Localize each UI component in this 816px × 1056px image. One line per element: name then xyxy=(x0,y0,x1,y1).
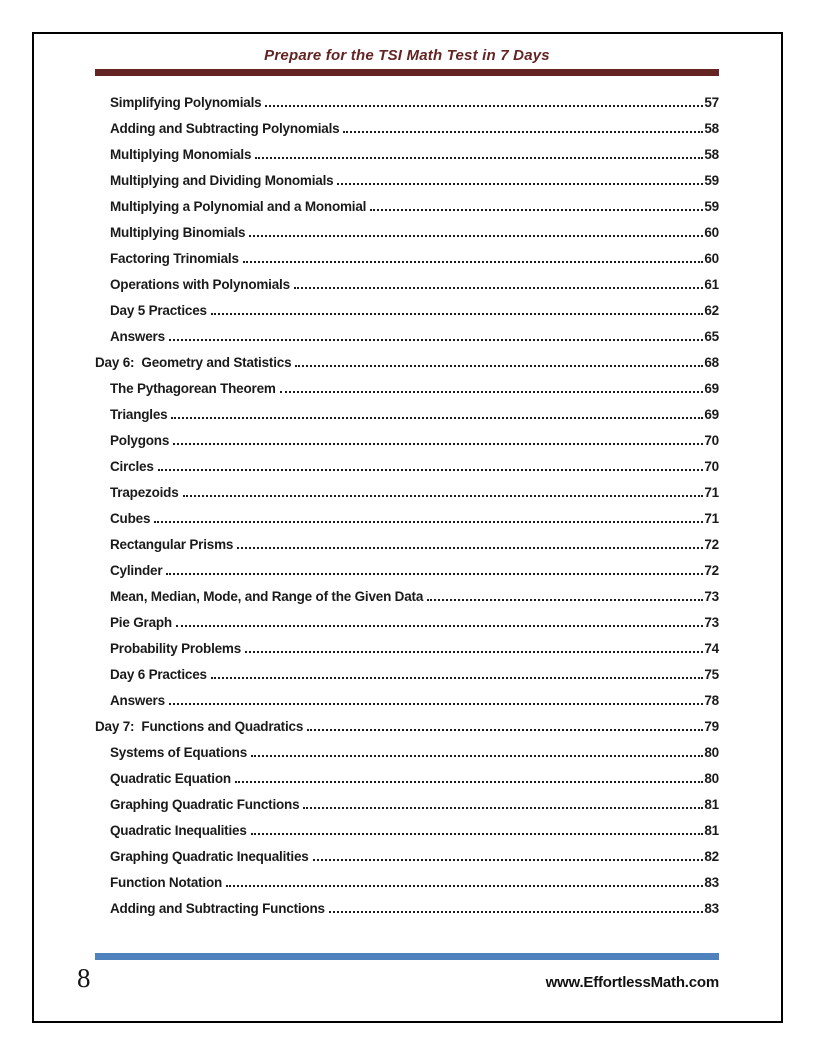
toc-leader-dots xyxy=(295,365,703,367)
toc-row xyxy=(95,329,719,355)
toc-entry-label: Day 6 Practices xyxy=(110,667,207,682)
toc-entry-label: Adding and Subtracting Functions xyxy=(110,901,325,916)
toc-row xyxy=(95,407,719,433)
toc-entry-page: 80 xyxy=(704,771,719,786)
toc-leader-dots xyxy=(245,651,703,653)
toc-entry-page: 65 xyxy=(704,329,719,344)
toc-entry-label: Rectangular Prisms xyxy=(110,537,234,552)
toc-entry-label: Graphing Quadratic Functions xyxy=(110,797,300,812)
toc-leader-dots xyxy=(370,209,703,211)
toc-entry-label: Multiplying a Polynomial and a Monomial xyxy=(110,199,367,214)
toc-row xyxy=(95,797,719,823)
toc-entry-page: 79 xyxy=(704,719,719,734)
toc-entry-label: Answers xyxy=(110,329,165,344)
toc-row xyxy=(95,459,719,485)
toc-entry-page: 81 xyxy=(704,797,719,812)
toc-entry-page: 68 xyxy=(704,355,719,370)
toc-row xyxy=(95,771,719,797)
toc-leader-dots xyxy=(154,521,703,523)
toc-entry-label: Circles xyxy=(110,459,154,474)
toc-entry-label: Answers xyxy=(110,693,165,708)
toc-row xyxy=(95,589,719,615)
toc-entry-label: Factoring Trinomials xyxy=(110,251,239,266)
toc-entry-label: Multiplying Binomials xyxy=(110,225,246,240)
toc-leader-dots xyxy=(169,339,704,341)
toc-leader-dots xyxy=(183,495,704,497)
page-header-title: Prepare for the TSI Math Test in 7 Days xyxy=(264,47,550,64)
toc-entry-label: Cylinder xyxy=(110,563,163,578)
page-number: 8 xyxy=(77,963,91,993)
toc-entry-page: 61 xyxy=(704,277,719,292)
toc-entry-page: 71 xyxy=(704,511,719,526)
toc-row xyxy=(95,563,719,589)
toc-leader-dots xyxy=(173,443,703,445)
toc-row xyxy=(95,355,719,381)
toc-entry-page: 60 xyxy=(704,225,719,240)
toc-entry-page: 71 xyxy=(704,485,719,500)
toc-entry-page: 72 xyxy=(704,537,719,552)
toc-entry-label: Day 5 Practices xyxy=(110,303,207,318)
toc-entry-page: 58 xyxy=(704,147,719,162)
toc-entry-page: 69 xyxy=(704,381,719,396)
toc-entry-label: Multiplying Monomials xyxy=(110,147,252,162)
toc-leader-dots xyxy=(337,183,703,185)
toc-entry-label: Cubes xyxy=(110,511,151,526)
toc-row xyxy=(95,199,719,225)
header-rule xyxy=(95,69,719,76)
toc-row xyxy=(95,615,719,641)
toc-leader-dots xyxy=(265,105,703,107)
toc-leader-dots xyxy=(226,885,703,887)
toc-leader-dots xyxy=(307,729,703,731)
toc-entry-page: 69 xyxy=(704,407,719,422)
toc-row xyxy=(95,641,719,667)
toc-row xyxy=(95,823,719,849)
toc-leader-dots xyxy=(243,261,704,263)
toc-entry-page: 72 xyxy=(704,563,719,578)
toc-leader-dots xyxy=(255,157,703,159)
website-link[interactable]: www.EffortlessMath.com xyxy=(545,974,719,991)
toc-entry-page: 60 xyxy=(704,251,719,266)
toc-leader-dots xyxy=(280,391,704,393)
footer-rule xyxy=(95,953,719,960)
toc-entry-page: 78 xyxy=(704,693,719,708)
toc-entry-page: 57 xyxy=(704,95,719,110)
toc-leader-dots xyxy=(313,859,704,861)
toc-entry-label: Day 7: Functions and Quadratics xyxy=(95,719,304,734)
toc-row xyxy=(95,303,719,329)
toc-entry-label: Mean, Median, Mode, and Range of the Given Data xyxy=(110,589,424,604)
toc-row xyxy=(95,147,719,173)
toc-entry-page: 83 xyxy=(704,875,719,890)
toc-entry-page: 81 xyxy=(704,823,719,838)
toc-row xyxy=(95,719,719,745)
toc-row xyxy=(95,433,719,459)
toc-entry-label: Probability Problems xyxy=(110,641,242,656)
toc-entry-page: 73 xyxy=(704,615,719,630)
toc-row xyxy=(95,901,719,927)
toc-row xyxy=(95,485,719,511)
toc-row xyxy=(95,251,719,277)
toc-row xyxy=(95,693,719,719)
toc-leader-dots xyxy=(237,547,703,549)
toc-entry-page: 70 xyxy=(704,459,719,474)
toc-row xyxy=(95,745,719,771)
toc-leader-dots xyxy=(249,235,703,237)
toc-entry-label: Function Notation xyxy=(110,875,223,890)
toc-entry-page: 82 xyxy=(704,849,719,864)
toc-leader-dots xyxy=(211,677,704,679)
toc-entry-label: Adding and Subtracting Polynomials xyxy=(110,121,340,136)
toc-entry-label: Multiplying and Dividing Monomials xyxy=(110,173,334,188)
toc-row xyxy=(95,225,719,251)
toc-entry-label: Systems of Equations xyxy=(110,745,248,760)
toc-leader-dots xyxy=(166,573,703,575)
toc-leader-dots xyxy=(211,313,704,315)
toc-leader-dots xyxy=(303,807,703,809)
toc-row xyxy=(95,277,719,303)
toc-leader-dots xyxy=(251,755,703,757)
toc-entry-page: 74 xyxy=(704,641,719,656)
toc-entry-label: Quadratic Inequalities xyxy=(110,823,247,838)
toc-leader-dots xyxy=(294,287,703,289)
toc-entry-label: Polygons xyxy=(110,433,170,448)
toc-entry-label: Simplifying Polynomials xyxy=(110,95,262,110)
toc-row xyxy=(95,849,719,875)
toc-leader-dots xyxy=(171,417,703,419)
toc-entry-page: 83 xyxy=(704,901,719,916)
toc-leader-dots xyxy=(329,911,704,913)
toc-leader-dots xyxy=(235,781,703,783)
toc-entry-label: The Pythagorean Theorem xyxy=(110,381,276,396)
toc-entry-label: Operations with Polynomials xyxy=(110,277,290,292)
toc-list xyxy=(95,95,719,927)
toc-entry-page: 58 xyxy=(704,121,719,136)
toc-row xyxy=(95,537,719,563)
toc-leader-dots xyxy=(251,833,704,835)
toc-row xyxy=(95,173,719,199)
toc-entry-page: 73 xyxy=(704,589,719,604)
toc-entry-label: Triangles xyxy=(110,407,168,422)
toc-leader-dots xyxy=(158,469,704,471)
toc-entry-label: Graphing Quadratic Inequalities xyxy=(110,849,309,864)
toc-row xyxy=(95,95,719,121)
toc-row xyxy=(95,875,719,901)
toc-entry-label: Quadratic Equation xyxy=(110,771,231,786)
toc-leader-dots xyxy=(176,625,703,627)
toc-row xyxy=(95,381,719,407)
toc-entry-label: Trapezoids xyxy=(110,485,179,500)
toc-leader-dots xyxy=(427,599,703,601)
toc-row xyxy=(95,667,719,693)
page-border xyxy=(32,32,783,1023)
toc-entry-page: 70 xyxy=(704,433,719,448)
page-footer xyxy=(77,953,719,994)
toc-entry-page: 59 xyxy=(704,199,719,214)
toc-entry-label: Pie Graph xyxy=(110,615,172,630)
toc-entry-page: 80 xyxy=(704,745,719,760)
toc-row xyxy=(95,121,719,147)
toc-entry-page: 62 xyxy=(704,303,719,318)
toc-leader-dots xyxy=(343,131,703,133)
toc-entry-page: 59 xyxy=(704,173,719,188)
toc-entry-label: Day 6: Geometry and Statistics xyxy=(95,355,292,370)
toc-row xyxy=(95,511,719,537)
toc-leader-dots xyxy=(169,703,704,705)
footer-row xyxy=(77,963,719,994)
toc-entry-page: 75 xyxy=(704,667,719,682)
